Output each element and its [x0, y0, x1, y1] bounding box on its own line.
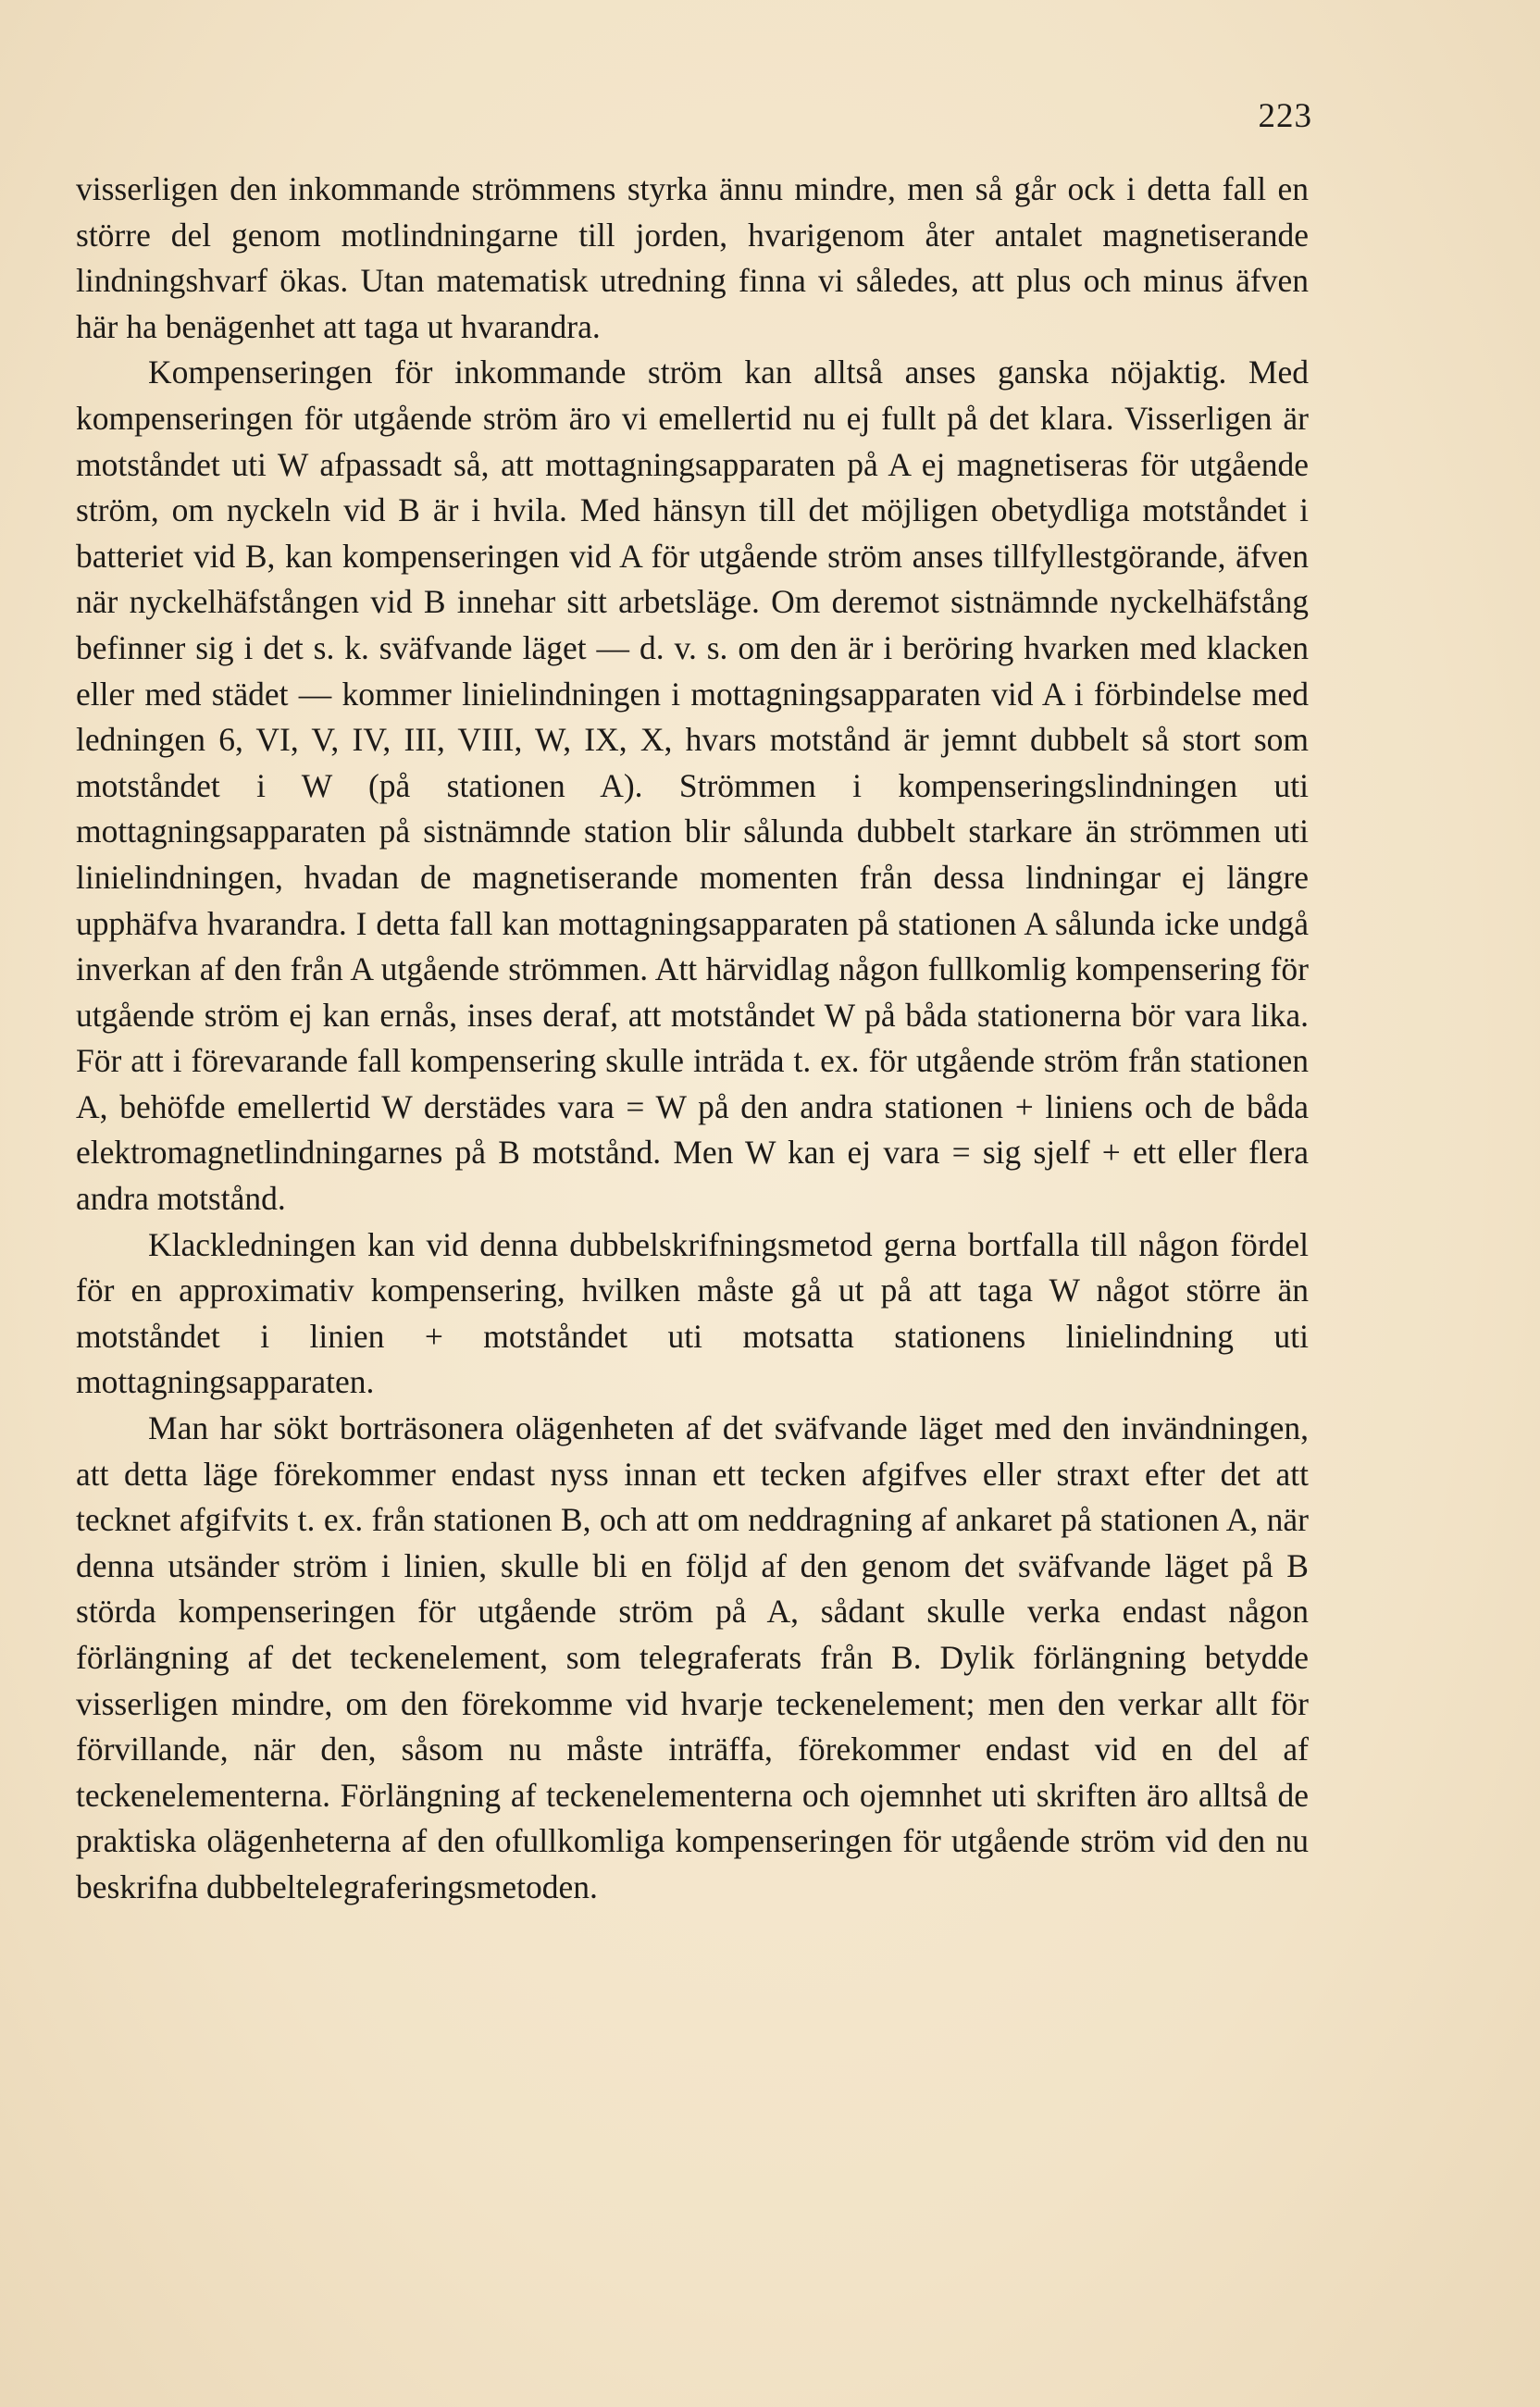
page-number: 223 [1258, 97, 1312, 135]
paragraph-1: visserligen den inkommande strömmens styrka ännu mindre, men så går ock i detta fall en större del genom motlindningarne till jorden, hvarigenom åter antalet magnetiserande lindningshvarf ökas. Utan matematisk utredning finna vi således, att plus och minus äfven här ha benägenhet att taga ut hvarandra. [76, 170, 1309, 345]
paragraph-4: Man har sökt borträsonera olägenheten af det sväfvande läget med den invändningen, att detta läge förekommer endast nyss innan ett tecken afgifves eller straxt efter det att tecknet afgifvits t. ex. från stationen B, och att om neddragning af ankaret på stationen A, när denna utsänder ström i linien, skulle bli en följd af den genom det sväfvande läget på B störda kompenseringen för utgående ström på A, sådant skulle verka endast någon förlängning af det teckenelement, som telegraferats från B. Dylik förlängning betydde visserligen mindre, om den förekomme vid hvarje teckenelement; men den verkar allt för förvillande, när den, såsom nu måste inträffa, förekommer endast vid en del af teckenelementerna. Förlängning af teckenelementerna och ojemnhet uti skriften äro alltså de praktiska olägenheterna af den ofullkomliga kompenseringen för utgående ström vid den nu beskrifna dubbeltelegraferingsmetoden. [76, 1409, 1309, 1905]
paragraph-3: Klackledningen kan vid denna dubbelskrifningsmetod gerna bortfalla till någon fördel för en approximativ kompensering, hvilken måste gå ut på att taga W något större än motståndet i linien + motståndet uti motsatta stationens linielindning uti mottagningsapparaten. [76, 1225, 1309, 1401]
body-text [76, 167, 1309, 1911]
paragraph-2: Kompenseringen för inkommande ström kan alltså anses ganska nöjaktig. Med kompenseringen för utgående ström äro vi emellertid nu ej fullt på det klara. Visserligen är motståndet uti W afpassadt så, att mottagningsapparaten på A ej magnetiseras för utgående ström, om nyckeln vid B är i hvila. Med hänsyn till det möjligen obetydliga motståndet i batteriet vid B, kan kompenseringen vid A för utgående ström anses tillfyllestgörande, äfven när nyckelhäfstången vid B innehar sitt arbetsläge. Om deremot sistnämnde nyckelhäfstång befinner sig i det s. k. sväfvande läget — d. v. s. om den är i beröring hvarken med klacken eller med städet — kommer linielindningen i mottagningsapparaten vid A i förbindelse med ledningen 6, VI, V, IV, III, VIII, W, IX, X, hvars motstånd är jemnt dubbelt så stort som motståndet i W (på stationen A). Strömmen i kompenseringslindningen uti mottagningsapparaten på sistnämnde station blir sålunda dubbelt starkare än strömmen uti linielindningen, hvadan de magnetiserande momenten från dessa lindningar ej längre upphäfva hvarandra. I detta fall kan mottagningsapparaten på stationen A sålunda icke undgå inverkan af den från A utgående strömmen. Att härvidlag någon fullkomlig kompensering för utgående ström ej kan ernås, inses deraf, att motståndet W på båda stationerna bör vara lika. För att i förevarande fall kompensering skulle inträda t. ex. för utgående ström från stationen A, behöfde emellertid W derstädes vara = W på den andra stationen + liniens och de båda elektromagnetlindningarnes på B motstånd. Men W kan ej vara = sig sjelf + ett eller flera andra motstånd. [76, 354, 1309, 1218]
